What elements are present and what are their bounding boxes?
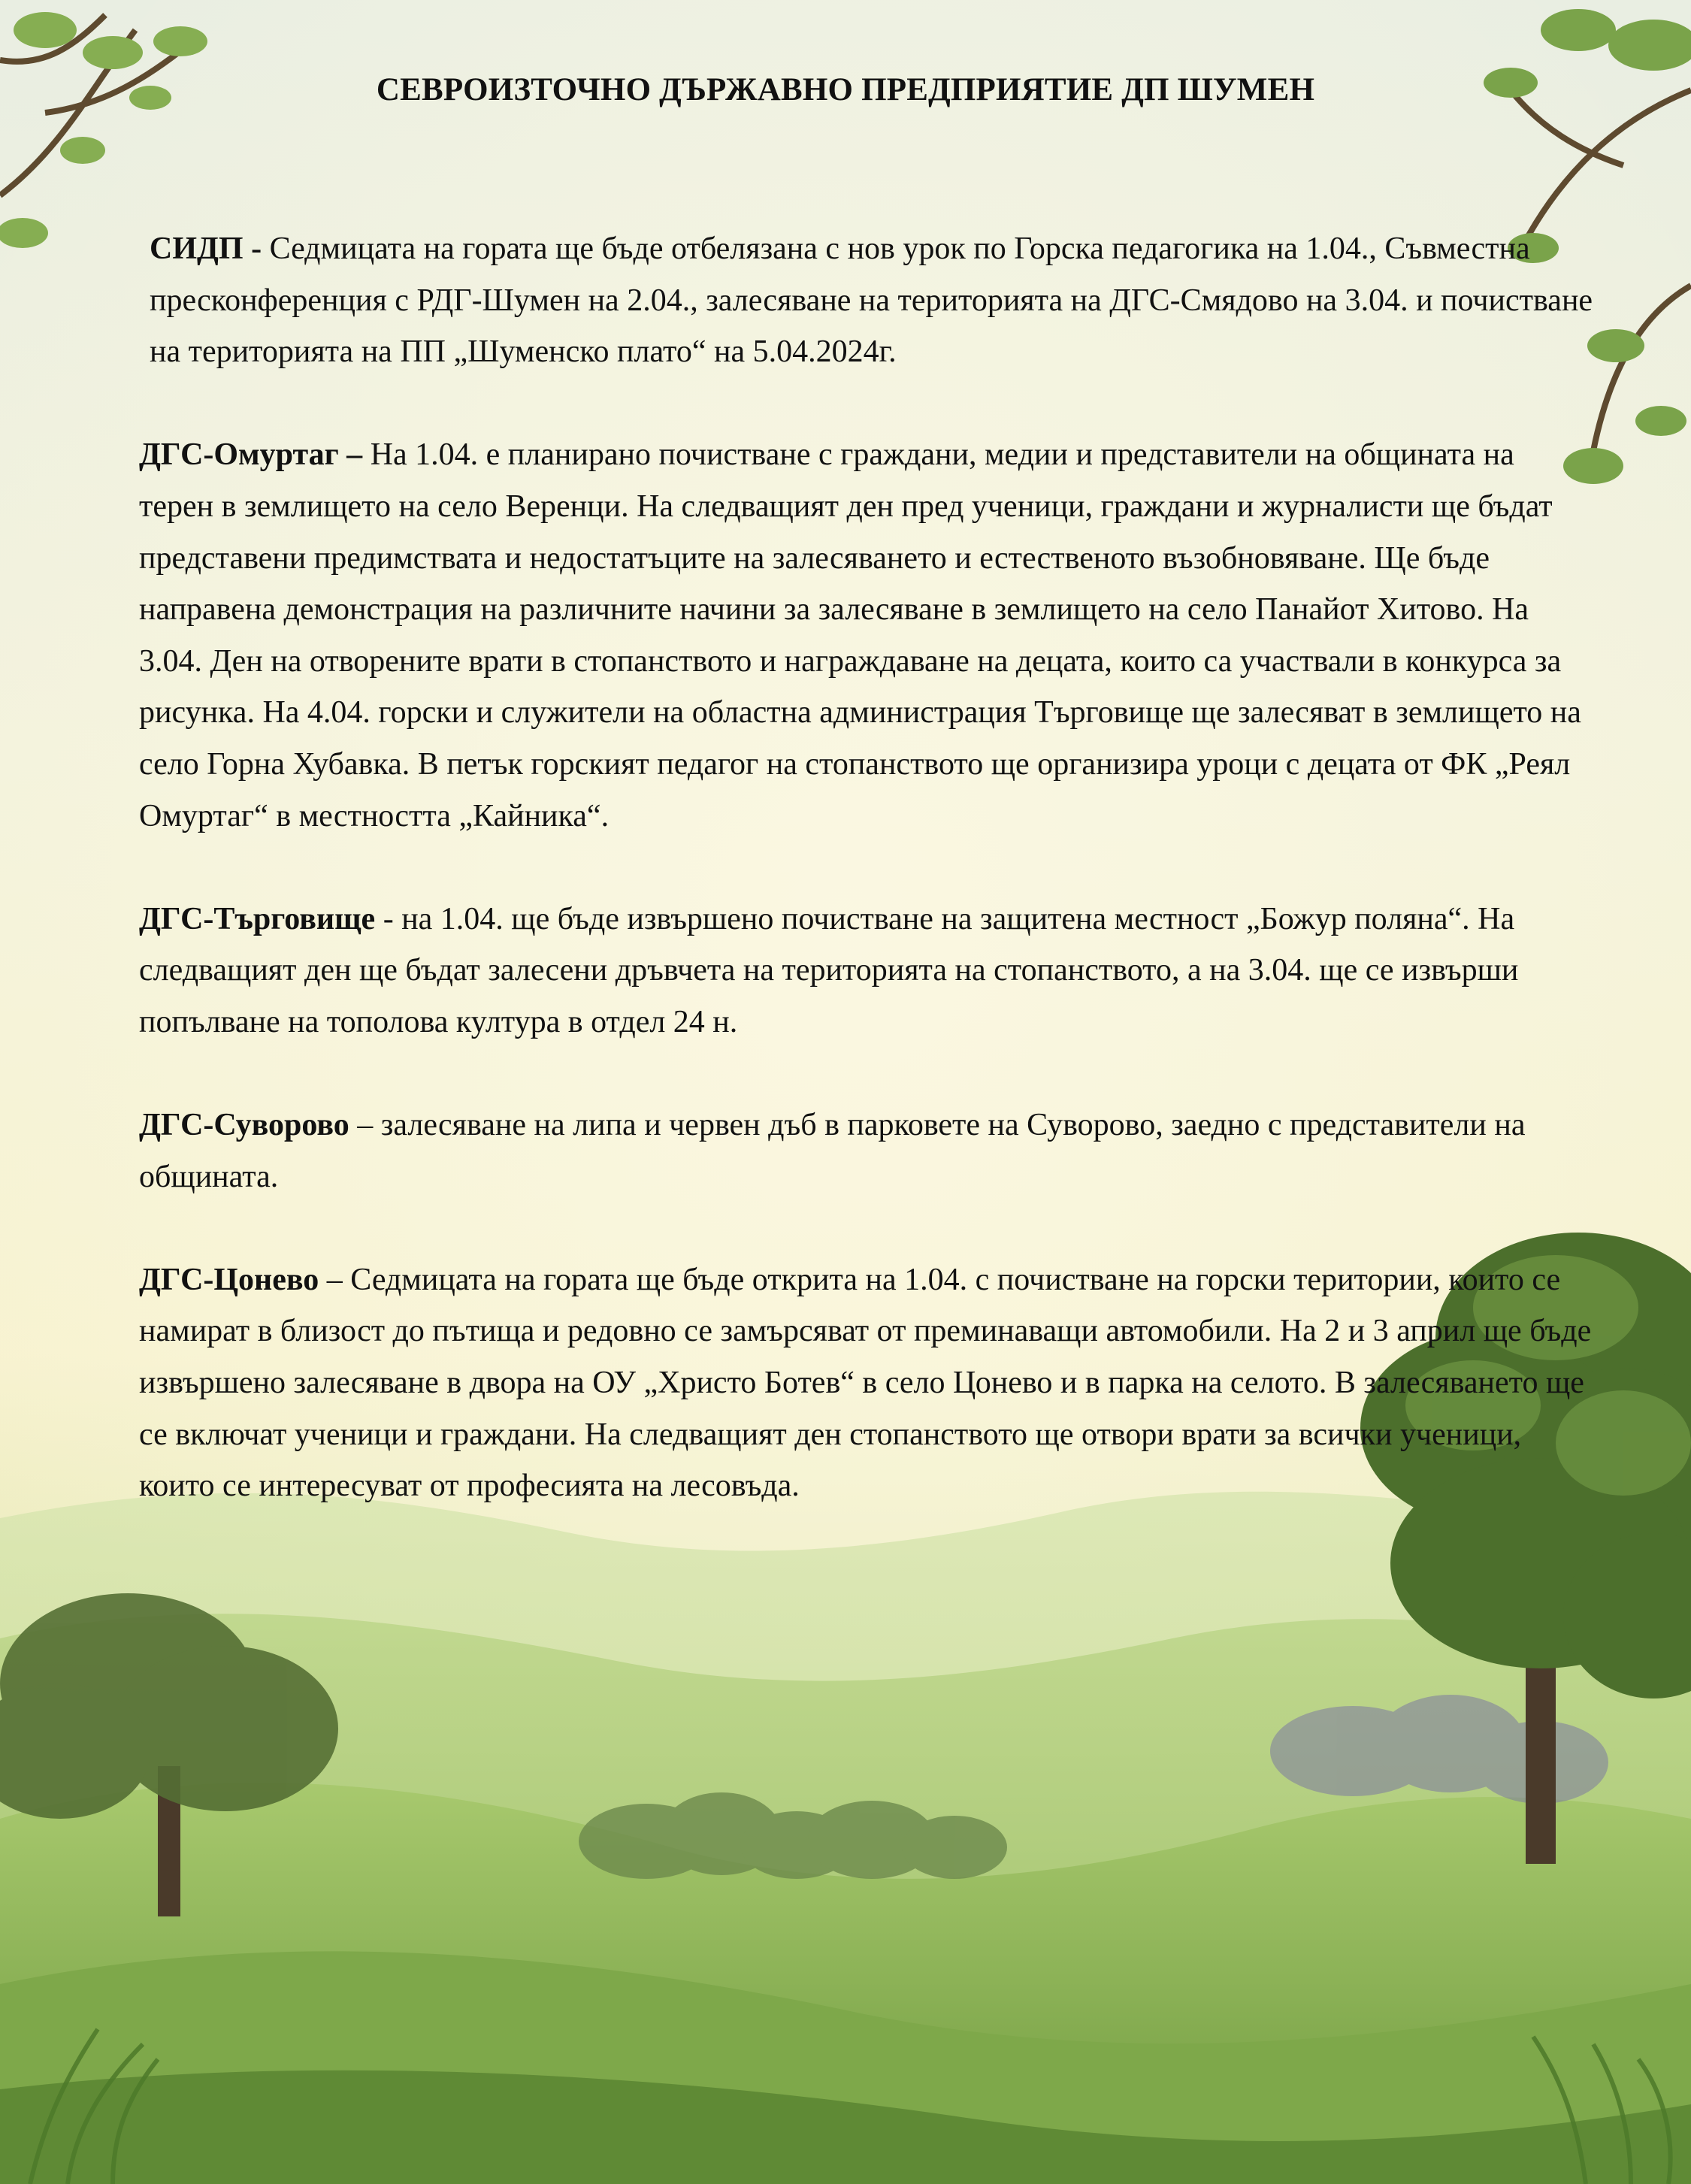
paragraph-lead: ДГС-Суворово bbox=[139, 1108, 349, 1143]
paragraph-text: - на 1.04. ще бъде извършено почистване на защитена местност „Божур поляна“. На следващият ден ще бъдат залесени дръвчета на територията на стопанството, а на 3.04. ще се извърши попълване на тополова култура в отдел 24 н. bbox=[139, 901, 1519, 1039]
paragraph-dgs-omurtag bbox=[139, 429, 1593, 842]
paragraph-lead: ДГС-Цонево bbox=[139, 1262, 319, 1297]
paragraph-sidp bbox=[139, 223, 1593, 378]
paragraph-text: – Седмицата на гората ще бъде открита на 1.04. с почистване на горски територии, които се намират в близост до пътища и редовно се замърсяват от преминаващи автомобили. На 2 и 3 април ще бъде извършено залесяване в двора на ОУ „Христо Ботев“ в село Цонево и в парка на селото. В залесяването ще се включат ученици и граждани. На следващият ден стопанството ще отвори врати за всички ученици, които се интересуват от професията на лесовъда. bbox=[139, 1262, 1592, 1504]
document-body bbox=[139, 223, 1593, 1512]
paragraph-lead: ДГС-Омуртаг – bbox=[139, 437, 363, 473]
paragraph-dgs-tsonevo bbox=[139, 1254, 1593, 1512]
paragraph-text: На 1.04. е планирано почистване с граждани, медии и представители на общината на терен в землището на село Веренци. На следващият ден пред ученици, граждани и журналисти ще бъдат представени предимствата и недостатъците на залесяването и естественото възобновяване. Ще бъде направена демонстрация на различните начини за залесяване в землището на село Панайот Хитово. На 3.04. Ден на отворените врати в стопанството и награждаване на децата, които са участвали в конкурса за рисунка. На 4.04. горски и служители на областна администрация Търговище ще залесяват в землището на село Горна Хубавка. В петък горският педагог на стопанството ще организира уроци с децата от ФК „Реял Омуртаг“ в местността „Кайника“. bbox=[139, 437, 1581, 833]
paragraph-dgs-targovishte bbox=[139, 894, 1593, 1048]
paragraph-dgs-suvorovo bbox=[139, 1100, 1593, 1202]
paragraph-text: – залесяване на липа и червен дъб в парковете на Суворово, заедно с представители на общината. bbox=[139, 1108, 1526, 1194]
document-title: СЕВРОИЗТОЧНО ДЪРЖАВНО ПРЕДПРИЯТИЕ ДП ШУМЕН bbox=[376, 72, 1315, 107]
paragraph-lead: СИДП - bbox=[150, 231, 262, 266]
paragraph-text: Седмицата на гората ще бъде отбелязана с нов урок по Горска педагогика на 1.04., Съвместна пресконференция с РДГ-Шумен на 2.04., залесяване на територията на ДГС-Смядово на 3.04. и почистване на територията на ПП „Шуменско плато“ на 5.04.2024г. bbox=[150, 231, 1593, 370]
paragraph-lead: ДГС-Търговище bbox=[139, 901, 376, 936]
